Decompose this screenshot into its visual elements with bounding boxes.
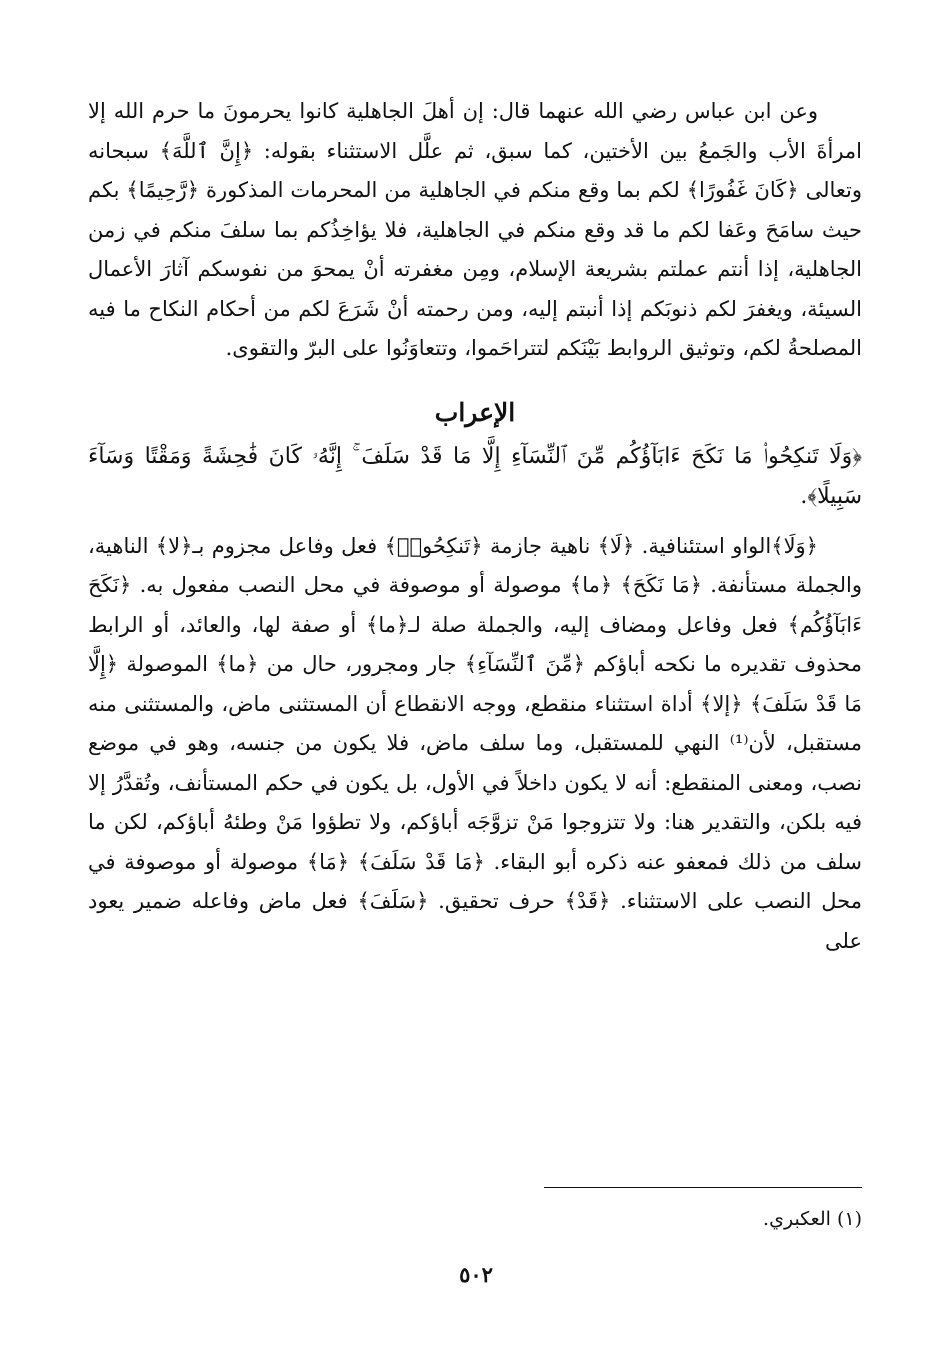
page-number: ٥٠٢ <box>459 1262 493 1287</box>
section-heading: الإعراب <box>434 397 516 427</box>
footnote: (١) العكبري. <box>763 1208 862 1230</box>
footnote-divider <box>544 1187 862 1188</box>
quran-verse: ﴿وَلَا تَنكِحُوا۟ مَا نَكَحَ ءَابَآؤُكُم مِّنَ ٱلنِّسَآءِ إِلَّا مَا قَدْ سَلَفَ ۚ إِنَّهُۥ كَانَ فَٰحِشَةً وَمَقْتًا وَسَآءَ سَبِيلًا﴾. <box>88 443 862 509</box>
commentary-paragraph: وعن ابن عباس رضي الله عنهما قال: إن أهلَ الجاهلية كانوا يحرمونَ ما حرم الله إلا امرأةَ الأب والجَمعُ بين الأختين، كما سبق، ثم علَّل الاستثناء بقوله: ﴿إِنَّ ٱللَّهَ﴾ سبحانه وتعالى ﴿كَانَ غَفُورًا﴾ لكم بما وقع منكم في الجاهلية من المحرمات المذكورة ﴿رَّحِيمًا﴾ بكم حيث سامَحَ وعَفا لكم ما قد وقع منكم في الجاهلية، فلا يؤاخِذُكم بما سلفَ منكم في زمن الجاهلية، إذا أنتم عملتم بشريعة الإسلام، ومِن مغفرته أنْ يمحوَ من نفوسكم آثارَ الأعمال السيئة، ويغفرَ لكم ذنوبَكم إذا أنبتم إليه، ومن رحمته أنْ شَرَعَ لكم من أحكام النكاح ما فيه المصلحةُ لكم، وتوثيق الروابط بَيْنَكم لتتراحَموا، وتتعاوَنُوا على البرّ والتقوى. <box>88 99 862 360</box>
grammar-analysis-paragraph: ﴿وَلَا﴾الواو استئنافية. ﴿لَا﴾ ناهية جازمة ﴿تَنكِحُوا۟﴾ فعل وفاعل مجزوم بـ﴿لا﴾ الناهية، والجملة مستأنفة. ﴿مَا نَكَحَ﴾ ﴿ما﴾ موصولة أو موصوفة في محل النصب مفعول به. ﴿نَكَحَ ءَابَآؤُكُم﴾ فعل وفاعل ومضاف إليه، والجملة صلة لـ﴿ما﴾ أو صفة لها، والعائد، أو الرابط محذوف تقديره ما نكحه أباؤكم ﴿مِّنَ ٱلنِّسَآءِ﴾ جار ومجرور، حال من ﴿ما﴾ الموصولة ﴿إِلَّا مَا قَدْ سَلَفَ﴾ ﴿إلا﴾ أداة استثناء منقطع، ووجه الانقطاع أن المستثنى ماض، والمستثنى منه مستقبل، لأن⁽¹⁾ النهي للمستقبل، وما سلف ماض، فلا يكون من جنسه، وهو في موضع نصب، ومعنى المنقطع: أنه لا يكون داخلاً في الأول، بل يكون في حكم المستأنف، وتُقدَّرُ إلا فيه بلكن، والتقدير هنا: ولا تتزوجوا مَنْ تزوَّجَه أباؤكم، ولا تطؤوا مَنْ وطئهُ أباؤكم، لكن ما سلف من ذلك فمعفو عنه ذكره أبو البقاء. ﴿مَا قَدْ سَلَفَ﴾ ﴿مَا﴾ موصولة أو موصوفة في محل النصب على الاستثناء. ﴿قَدْ﴾ حرف تحقيق. ﴿سَلَفَ﴾ فعل ماض وفاعله ضمير يعود على <box>88 533 862 953</box>
page-body <box>88 92 862 961</box>
